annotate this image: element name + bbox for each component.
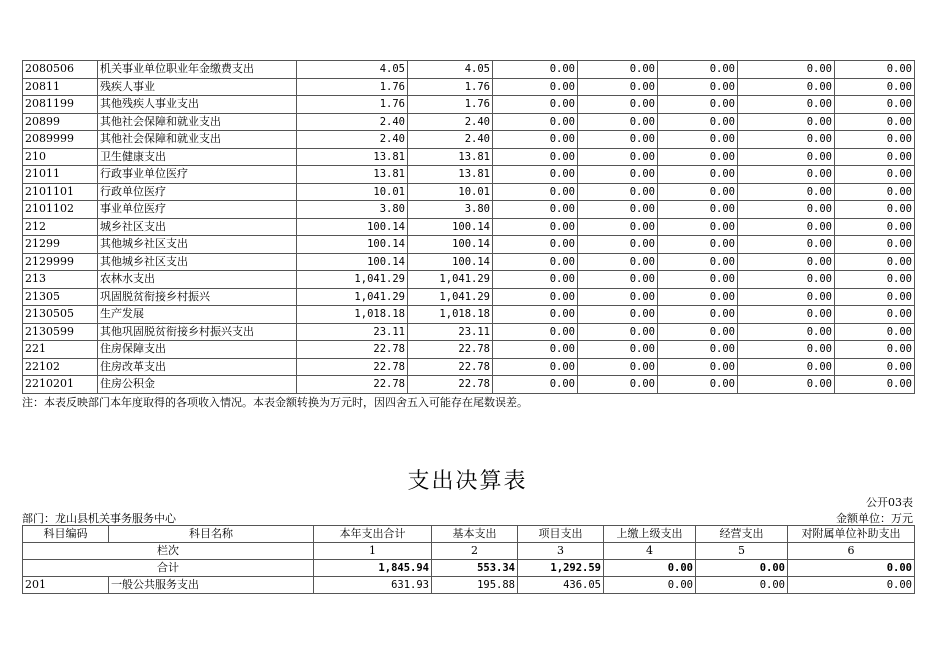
cell-project: 0.00: [493, 96, 578, 114]
cell-other: 0.00: [835, 323, 915, 341]
cell-code: 2081199: [23, 96, 98, 114]
cell-basic: 13.81: [408, 166, 493, 184]
cell-total: 100.14: [297, 218, 408, 236]
cell-code: 2210201: [23, 376, 98, 394]
total-row: [23, 560, 915, 577]
cell-project: 0.00: [493, 113, 578, 131]
column-index-6: 6: [788, 543, 915, 560]
cell-other: 0.00: [835, 358, 915, 376]
cell-subsidiary: 0.00: [738, 376, 835, 394]
cell-upper: 0.00: [578, 96, 658, 114]
cell-name: 住房公积金: [98, 376, 297, 394]
cell-business: 0.00: [658, 148, 738, 166]
cell-code: 2101101: [23, 183, 98, 201]
cell-subsidiary: 0.00: [738, 358, 835, 376]
cell-upper: 0.00: [578, 376, 658, 394]
cell-business: 0.00: [658, 218, 738, 236]
cell-other: 0.00: [835, 61, 915, 79]
cell-total: 1.76: [297, 96, 408, 114]
cell-subsidiary: 0.00: [738, 271, 835, 289]
continued-income-table: [22, 60, 915, 394]
cell-upper: 0.00: [578, 183, 658, 201]
form-number: 公开03表: [866, 496, 913, 509]
cell-other: 0.00: [835, 271, 915, 289]
total-amount: 1,845.94: [314, 560, 432, 577]
cell-name: 行政事业单位医疗: [98, 166, 297, 184]
cell-subsidiary: 0.00: [738, 131, 835, 149]
cell-name: 残疾人事业: [98, 78, 297, 96]
cell-business: 0.00: [658, 358, 738, 376]
row-upper: 0.00: [604, 577, 696, 594]
cell-total: 22.78: [297, 376, 408, 394]
cell-upper: 0.00: [578, 78, 658, 96]
cell-upper: 0.00: [578, 61, 658, 79]
cell-other: 0.00: [835, 288, 915, 306]
cell-upper: 0.00: [578, 218, 658, 236]
cell-basic: 1,041.29: [408, 288, 493, 306]
cell-business: 0.00: [658, 96, 738, 114]
cell-name: 行政单位医疗: [98, 183, 297, 201]
cell-basic: 22.78: [408, 358, 493, 376]
cell-other: 0.00: [835, 148, 915, 166]
cell-name: 农林水支出: [98, 271, 297, 289]
cell-subsidiary: 0.00: [738, 253, 835, 271]
cell-project: 0.00: [493, 341, 578, 359]
header-name: 科目名称: [109, 526, 314, 543]
column-index-3: 3: [518, 543, 604, 560]
cell-business: 0.00: [658, 183, 738, 201]
total-upper: 0.00: [604, 560, 696, 577]
row-name: 一般公共服务支出: [109, 577, 314, 594]
cell-name: 其他残疾人事业支出: [98, 96, 297, 114]
cell-other: 0.00: [835, 201, 915, 219]
cell-business: 0.00: [658, 166, 738, 184]
table-row: [23, 341, 915, 359]
cell-basic: 100.14: [408, 218, 493, 236]
cell-code: 213: [23, 271, 98, 289]
cell-code: 2101102: [23, 201, 98, 219]
cell-total: 2.40: [297, 113, 408, 131]
cell-total: 2.40: [297, 131, 408, 149]
cell-subsidiary: 0.00: [738, 306, 835, 324]
cell-total: 3.80: [297, 201, 408, 219]
cell-name: 其他巩固脱贫衔接乡村振兴支出: [98, 323, 297, 341]
cell-upper: 0.00: [578, 306, 658, 324]
header-total: 本年支出合计: [314, 526, 432, 543]
table-row: [23, 61, 915, 79]
column-index-1: 1: [314, 543, 432, 560]
cell-basic: 1.76: [408, 96, 493, 114]
table-note: 注：本表反映部门本年度取得的各项收入情况。本表金额转换为万元时，因四舍五入可能存在尾数误差。: [22, 396, 528, 409]
column-index-label: 栏次: [23, 543, 314, 560]
header-subsidiary: 对附属单位补助支出: [788, 526, 915, 543]
cell-other: 0.00: [835, 96, 915, 114]
row-basic: 195.88: [432, 577, 518, 594]
cell-project: 0.00: [493, 288, 578, 306]
column-index-4: 4: [604, 543, 696, 560]
cell-upper: 0.00: [578, 166, 658, 184]
row-total: 631.93: [314, 577, 432, 594]
total-basic: 553.34: [432, 560, 518, 577]
cell-total: 23.11: [297, 323, 408, 341]
cell-upper: 0.00: [578, 358, 658, 376]
cell-project: 0.00: [493, 253, 578, 271]
cell-basic: 4.05: [408, 61, 493, 79]
cell-subsidiary: 0.00: [738, 78, 835, 96]
column-index-2: 2: [432, 543, 518, 560]
cell-project: 0.00: [493, 306, 578, 324]
cell-basic: 22.78: [408, 376, 493, 394]
cell-total: 1,018.18: [297, 306, 408, 324]
cell-basic: 1,041.29: [408, 271, 493, 289]
cell-upper: 0.00: [578, 201, 658, 219]
report-title: 支出决算表: [407, 469, 528, 494]
table-row: [23, 183, 915, 201]
cell-upper: 0.00: [578, 236, 658, 254]
total-label: 合计: [23, 560, 314, 577]
table-row: [23, 113, 915, 131]
cell-code: 20899: [23, 113, 98, 131]
table-row: [23, 271, 915, 289]
cell-total: 4.05: [297, 61, 408, 79]
cell-total: 100.14: [297, 236, 408, 254]
cell-subsidiary: 0.00: [738, 166, 835, 184]
cell-subsidiary: 0.00: [738, 148, 835, 166]
cell-other: 0.00: [835, 166, 915, 184]
table-row: [23, 288, 915, 306]
cell-code: 2130505: [23, 306, 98, 324]
header-row: [23, 526, 915, 543]
table-row: [23, 323, 915, 341]
cell-name: 城乡社区支出: [98, 218, 297, 236]
table-row: [23, 96, 915, 114]
cell-business: 0.00: [658, 131, 738, 149]
cell-business: 0.00: [658, 253, 738, 271]
cell-code: 2129999: [23, 253, 98, 271]
cell-project: 0.00: [493, 131, 578, 149]
cell-total: 13.81: [297, 148, 408, 166]
row-project: 436.05: [518, 577, 604, 594]
cell-subsidiary: 0.00: [738, 236, 835, 254]
cell-subsidiary: 0.00: [738, 341, 835, 359]
cell-basic: 2.40: [408, 131, 493, 149]
header-upper: 上缴上级支出: [604, 526, 696, 543]
cell-code: 21299: [23, 236, 98, 254]
cell-name: 其他城乡社区支出: [98, 236, 297, 254]
cell-project: 0.00: [493, 358, 578, 376]
column-index-row: [23, 543, 915, 560]
cell-basic: 3.80: [408, 201, 493, 219]
table-row: [23, 306, 915, 324]
cell-basic: 100.14: [408, 236, 493, 254]
cell-code: 22102: [23, 358, 98, 376]
cell-project: 0.00: [493, 201, 578, 219]
cell-name: 其他社会保障和就业支出: [98, 113, 297, 131]
cell-name: 事业单位医疗: [98, 201, 297, 219]
cell-name: 住房改革支出: [98, 358, 297, 376]
cell-basic: 1.76: [408, 78, 493, 96]
cell-basic: 10.01: [408, 183, 493, 201]
cell-upper: 0.00: [578, 341, 658, 359]
table-row: [23, 201, 915, 219]
cell-project: 0.00: [493, 166, 578, 184]
cell-other: 0.00: [835, 376, 915, 394]
cell-project: 0.00: [493, 148, 578, 166]
table-row: [23, 131, 915, 149]
cell-upper: 0.00: [578, 113, 658, 131]
cell-upper: 0.00: [578, 148, 658, 166]
cell-basic: 23.11: [408, 323, 493, 341]
cell-basic: 13.81: [408, 148, 493, 166]
cell-code: 221: [23, 341, 98, 359]
cell-name: 其他社会保障和就业支出: [98, 131, 297, 149]
table-row: [23, 218, 915, 236]
cell-subsidiary: 0.00: [738, 323, 835, 341]
cell-code: 2080506: [23, 61, 98, 79]
cell-code: 2089999: [23, 131, 98, 149]
cell-total: 22.78: [297, 341, 408, 359]
header-code: 科目编码: [23, 526, 109, 543]
cell-business: 0.00: [658, 236, 738, 254]
header-business: 经营支出: [696, 526, 788, 543]
cell-business: 0.00: [658, 271, 738, 289]
cell-name: 卫生健康支出: [98, 148, 297, 166]
cell-subsidiary: 0.00: [738, 288, 835, 306]
cell-code: 2130599: [23, 323, 98, 341]
cell-project: 0.00: [493, 78, 578, 96]
cell-code: 212: [23, 218, 98, 236]
total-project: 1,292.59: [518, 560, 604, 577]
cell-business: 0.00: [658, 341, 738, 359]
cell-business: 0.00: [658, 78, 738, 96]
cell-upper: 0.00: [578, 271, 658, 289]
cell-total: 100.14: [297, 253, 408, 271]
cell-other: 0.00: [835, 131, 915, 149]
cell-total: 1,041.29: [297, 271, 408, 289]
cell-other: 0.00: [835, 113, 915, 131]
cell-subsidiary: 0.00: [738, 61, 835, 79]
cell-name: 巩固脱贫衔接乡村振兴: [98, 288, 297, 306]
cell-name: 住房保障支出: [98, 341, 297, 359]
table-row: [23, 253, 915, 271]
total-business: 0.00: [696, 560, 788, 577]
cell-code: 210: [23, 148, 98, 166]
cell-project: 0.00: [493, 376, 578, 394]
table-row: [23, 358, 915, 376]
cell-total: 10.01: [297, 183, 408, 201]
cell-subsidiary: 0.00: [738, 218, 835, 236]
cell-upper: 0.00: [578, 131, 658, 149]
cell-total: 1,041.29: [297, 288, 408, 306]
cell-basic: 2.40: [408, 113, 493, 131]
cell-project: 0.00: [493, 323, 578, 341]
header-basic: 基本支出: [432, 526, 518, 543]
cell-subsidiary: 0.00: [738, 113, 835, 131]
cell-other: 0.00: [835, 306, 915, 324]
department-label: 部门：龙山县机关事务服务中心: [22, 512, 176, 525]
cell-project: 0.00: [493, 236, 578, 254]
cell-other: 0.00: [835, 78, 915, 96]
cell-project: 0.00: [493, 218, 578, 236]
header-project: 项目支出: [518, 526, 604, 543]
row-code: 201: [23, 577, 109, 594]
cell-name: 其他城乡社区支出: [98, 253, 297, 271]
table-row: [23, 577, 915, 594]
cell-other: 0.00: [835, 236, 915, 254]
cell-code: 21011: [23, 166, 98, 184]
cell-basic: 22.78: [408, 341, 493, 359]
cell-business: 0.00: [658, 201, 738, 219]
row-subsidiary: 0.00: [788, 577, 915, 594]
total-subsidiary: 0.00: [788, 560, 915, 577]
cell-basic: 100.14: [408, 253, 493, 271]
cell-other: 0.00: [835, 218, 915, 236]
cell-name: 机关事业单位职业年金缴费支出: [98, 61, 297, 79]
cell-project: 0.00: [493, 61, 578, 79]
cell-upper: 0.00: [578, 323, 658, 341]
table-row: [23, 78, 915, 96]
expense-table: [22, 525, 915, 594]
cell-other: 0.00: [835, 183, 915, 201]
table-row: [23, 166, 915, 184]
cell-business: 0.00: [658, 113, 738, 131]
cell-business: 0.00: [658, 376, 738, 394]
cell-other: 0.00: [835, 253, 915, 271]
cell-upper: 0.00: [578, 288, 658, 306]
cell-total: 1.76: [297, 78, 408, 96]
column-index-5: 5: [696, 543, 788, 560]
table-row: [23, 376, 915, 394]
cell-name: 生产发展: [98, 306, 297, 324]
cell-other: 0.00: [835, 341, 915, 359]
amount-unit-label: 金额单位：万元: [836, 512, 913, 525]
cell-code: 20811: [23, 78, 98, 96]
table-row: [23, 148, 915, 166]
cell-upper: 0.00: [578, 253, 658, 271]
cell-basic: 1,018.18: [408, 306, 493, 324]
cell-total: 13.81: [297, 166, 408, 184]
cell-business: 0.00: [658, 306, 738, 324]
cell-business: 0.00: [658, 323, 738, 341]
cell-subsidiary: 0.00: [738, 183, 835, 201]
cell-subsidiary: 0.00: [738, 201, 835, 219]
cell-code: 21305: [23, 288, 98, 306]
cell-subsidiary: 0.00: [738, 96, 835, 114]
cell-business: 0.00: [658, 288, 738, 306]
cell-business: 0.00: [658, 61, 738, 79]
cell-project: 0.00: [493, 271, 578, 289]
cell-project: 0.00: [493, 183, 578, 201]
cell-total: 22.78: [297, 358, 408, 376]
row-business: 0.00: [696, 577, 788, 594]
table-row: [23, 236, 915, 254]
